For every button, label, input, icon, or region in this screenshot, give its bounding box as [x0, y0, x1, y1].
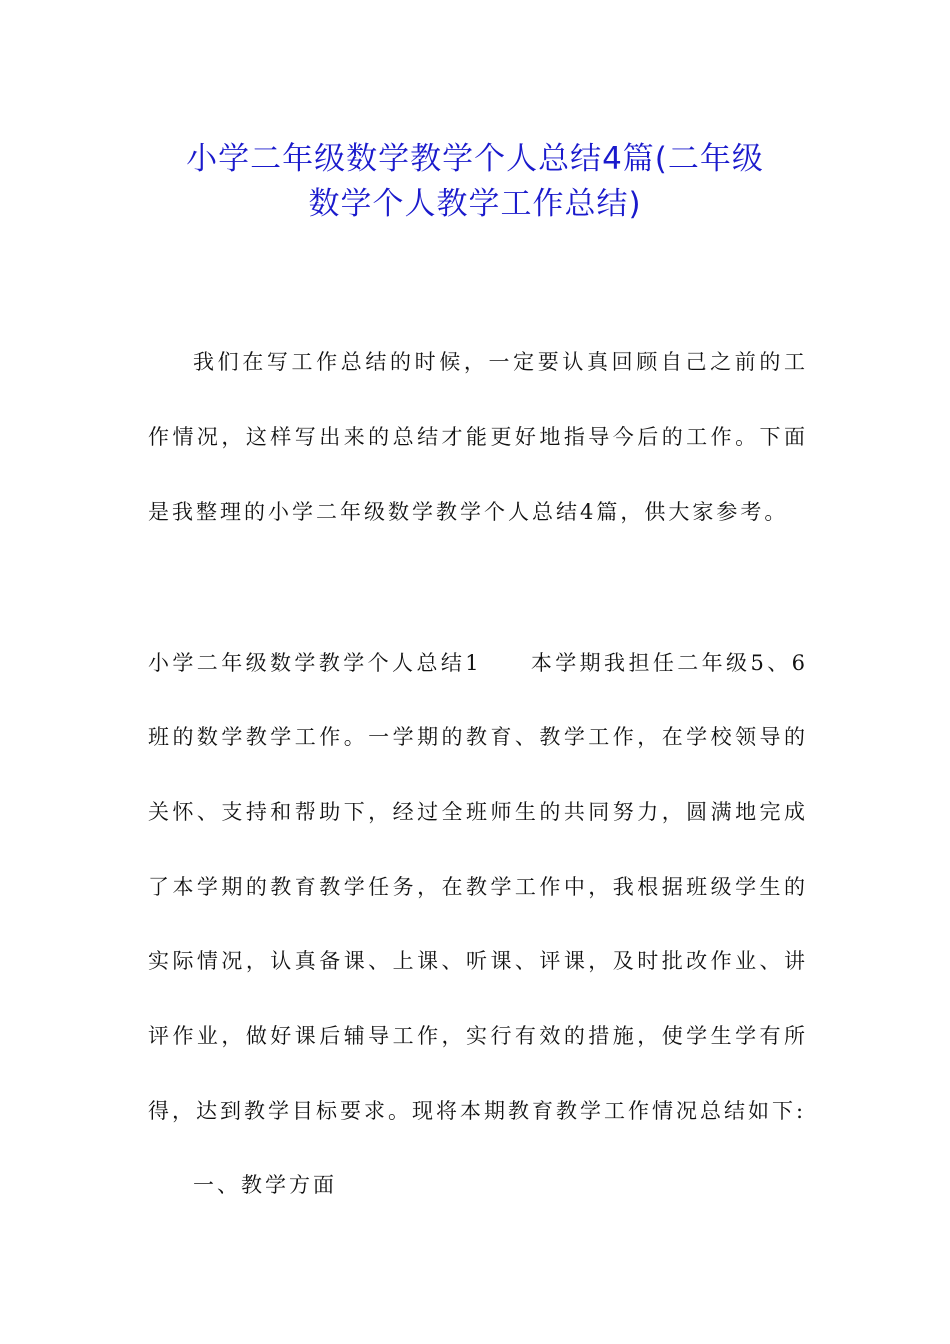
section1-paragraph-line-7: 得，达到教学目标要求。现将本期教育教学工作情况总结如下:	[148, 1099, 807, 1123]
section-subheading: 一、教学方面	[193, 1173, 337, 1197]
section1-paragraph-line-2: 班的数学教学工作。一学期的教育、教学工作，在学校领导的	[148, 725, 808, 749]
intro-paragraph-line-1: 我们在写工作总结的时候，一定要认真回顾自己之前的工	[193, 350, 808, 374]
section1-paragraph-line-1: 小学二年级数学教学个人总结1 本学期我担任二年级5、6	[148, 651, 808, 675]
section1-paragraph-line-5: 实际情况，认真备课、上课、听课、评课，及时批改作业、讲	[148, 949, 808, 973]
section1-paragraph-line-4: 了本学期的教育教学任务，在教学工作中，我根据班级学生的	[148, 875, 808, 899]
intro-paragraph-line-3: 是我整理的小学二年级数学教学个人总结4篇，供大家参考。	[148, 500, 789, 524]
section1-paragraph-line-3: 关怀、支持和帮助下，经过全班师生的共同努力，圆满地完成	[148, 800, 808, 824]
document-title-line-1: 小学二年级数学教学个人总结4篇(二年级	[186, 141, 764, 177]
section1-paragraph-line-6: 评作业，做好课后辅导工作，实行有效的措施，使学生学有所	[148, 1024, 808, 1048]
intro-paragraph-line-2: 作情况，这样写出来的总结才能更好地指导今后的工作。下面	[148, 425, 808, 449]
document-title-line-2: 数学个人教学工作总结)	[308, 186, 642, 222]
